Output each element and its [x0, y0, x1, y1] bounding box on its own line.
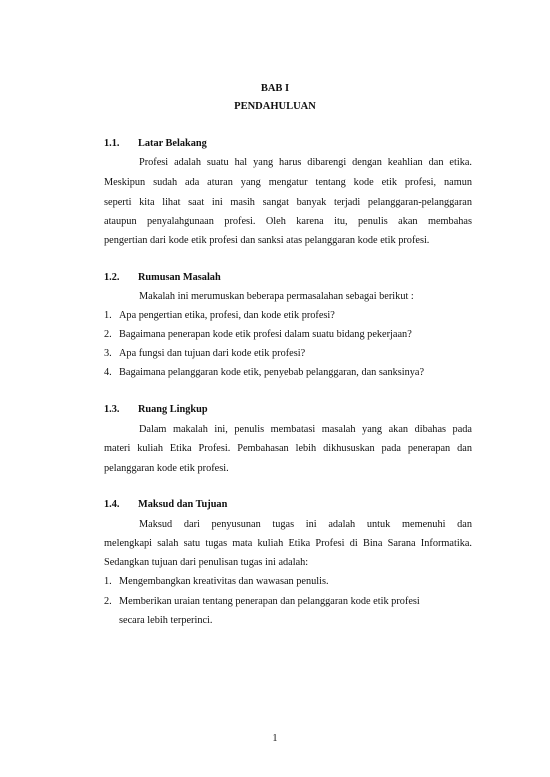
section-title: Ruang Lingkup: [138, 404, 208, 415]
list-item: [104, 310, 335, 322]
section-title: Latar Belakang: [138, 138, 207, 149]
paragraph-line: Dalam makalah ini, penulis membatasi masalah yang akan dibahas pada: [139, 424, 472, 435]
list-number: 2.: [104, 329, 112, 340]
list-text: Bagaimana pelanggaran kode etik, penyebab pelanggaran, dan sanksinya?: [119, 367, 425, 378]
list-item-continuation: secara lebih terperinci.: [119, 615, 213, 626]
list-text: Apa pengertian etika, profesi, dan kode etik profesi?: [119, 310, 335, 321]
chapter-title: PENDAHULUAN: [234, 101, 316, 112]
list-number: 1.: [104, 310, 112, 321]
list-number: 4.: [104, 367, 112, 378]
paragraph-line: Meskipun sudah ada aturan yang mengatur tentang kode etik profesi, namun: [104, 177, 472, 188]
list-text: Apa fungsi dan tujuan dari kode etik profesi?: [119, 348, 306, 359]
section-heading: [104, 272, 221, 283]
page-number: 1: [272, 733, 278, 744]
paragraph-line: seperti kita lihat saat ini masih sangat banyak terjadi pelanggaran-pelanggaran: [104, 197, 472, 208]
section-number: 1.3.: [104, 404, 120, 415]
list-item: [104, 596, 420, 608]
paragraph-line: Maksud dari penyusunan tugas ini adalah untuk memenuhi dan: [139, 519, 472, 530]
paragraph-line: ataupun penyalahgunaan profesi. Oleh karena itu, penulis akan membahas: [104, 216, 472, 227]
list-number: 2.: [104, 596, 112, 607]
paragraph-line: pengertian dari kode etik profesi dan sanksi atas pelanggaran kode etik profesi.: [104, 235, 430, 246]
list-text: Memberikan uraian tentang penerapan dan pelanggaran kode etik profesi: [119, 596, 420, 607]
list-text: Mengembangkan kreativitas dan wawasan penulis.: [119, 576, 329, 587]
list-number: 3.: [104, 348, 112, 359]
section-number: 1.1.: [104, 138, 120, 149]
section-heading: [104, 138, 207, 149]
list-text: Bagaimana penerapan kode etik profesi dalam suatu bidang pekerjaan?: [119, 329, 412, 340]
list-number: 1.: [104, 576, 112, 587]
list-item: [104, 367, 424, 379]
paragraph-line: Sedangkan tujuan dari penulisan tugas ini adalah:: [104, 557, 309, 568]
section-title: Maksud dan Tujuan: [138, 499, 228, 510]
section-number: 1.2.: [104, 272, 120, 283]
list-item: [104, 348, 305, 360]
section-number: 1.4.: [104, 499, 120, 510]
section-title: Rumusan Masalah: [138, 272, 221, 283]
paragraph-line: materi kuliah Etika Profesi. Pembahasan lebih dikhususkan pada penerapan dan: [104, 443, 472, 454]
paragraph-line: Makalah ini merumuskan beberapa permasalahan sebagai berikut :: [139, 291, 414, 302]
paragraph-line: pelanggaran kode etik profesi.: [104, 463, 229, 474]
paragraph-line: Profesi adalah suatu hal yang harus dibarengi dengan keahlian dan etika.: [139, 157, 472, 168]
chapter-label: BAB I: [260, 83, 290, 94]
list-item: [104, 576, 329, 588]
section-heading: [104, 404, 208, 415]
section-heading: [104, 499, 227, 510]
list-item: [104, 329, 412, 341]
paragraph-line: melengkapi salah satu tugas mata kuliah Etika Profesi di Bina Sarana Informatika.: [104, 538, 472, 549]
